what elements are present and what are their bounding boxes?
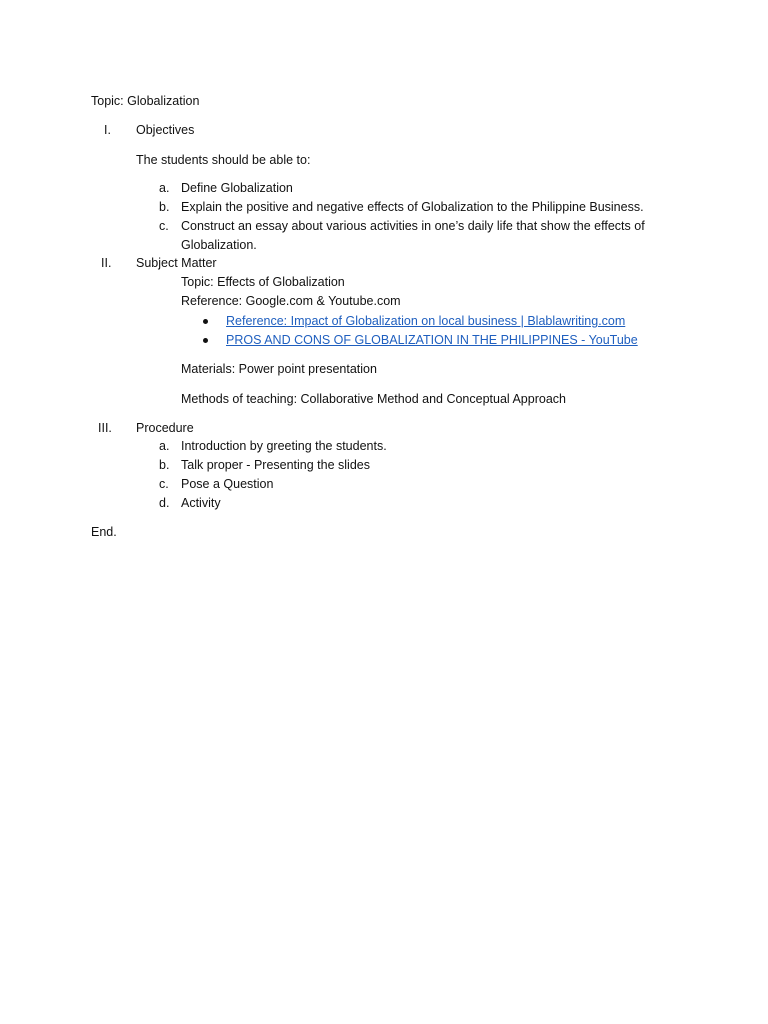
- procedure-text-b: Talk proper - Presenting the slides: [181, 458, 370, 472]
- objective-text-c: Construct an essay about various activities in one’s daily life that show the effects of: [181, 219, 645, 233]
- subject-matter-numeral: II.: [101, 256, 112, 270]
- bullet-icon: [203, 338, 208, 343]
- procedure-marker-a: a.: [159, 439, 170, 453]
- procedure-marker-c: c.: [159, 477, 169, 491]
- subject-matter-heading: Subject Matter: [136, 256, 217, 270]
- reference-link-blablawriting[interactable]: Reference: Impact of Globalization on local business | Blablawriting.com: [226, 314, 626, 328]
- subject-matter-methods: Methods of teaching: Collaborative Method and Conceptual Approach: [181, 392, 566, 406]
- reference-link-youtube[interactable]: PROS AND CONS OF GLOBALIZATION IN THE PHILIPPINES - YouTube: [226, 333, 638, 347]
- objectives-heading: Objectives: [136, 123, 195, 137]
- procedure-marker-b: b.: [159, 458, 170, 472]
- procedure-text-a: Introduction by greeting the students.: [181, 439, 387, 453]
- document-topic: Topic: Globalization: [91, 94, 200, 108]
- bullet-icon: [203, 319, 208, 324]
- objectives-numeral: I.: [104, 123, 111, 137]
- procedure-text-d: Activity: [181, 496, 221, 510]
- document-end: End.: [91, 525, 117, 539]
- subject-matter-materials: Materials: Power point presentation: [181, 362, 377, 376]
- objective-text-b: Explain the positive and negative effects of Globalization to the Philippine Business.: [181, 200, 644, 214]
- objective-marker-b: b.: [159, 200, 170, 214]
- objectives-intro: The students should be able to:: [136, 153, 311, 167]
- subject-matter-reference: Reference: Google.com & Youtube.com: [181, 294, 401, 308]
- objective-text-a: Define Globalization: [181, 181, 293, 195]
- procedure-numeral: III.: [98, 421, 112, 435]
- procedure-heading: Procedure: [136, 421, 194, 435]
- procedure-marker-d: d.: [159, 496, 170, 510]
- objective-marker-c: c.: [159, 219, 169, 233]
- subject-matter-topic: Topic: Effects of Globalization: [181, 275, 345, 289]
- objective-marker-a: a.: [159, 181, 170, 195]
- objective-text-c-continued: Globalization.: [181, 238, 257, 252]
- procedure-text-c: Pose a Question: [181, 477, 274, 491]
